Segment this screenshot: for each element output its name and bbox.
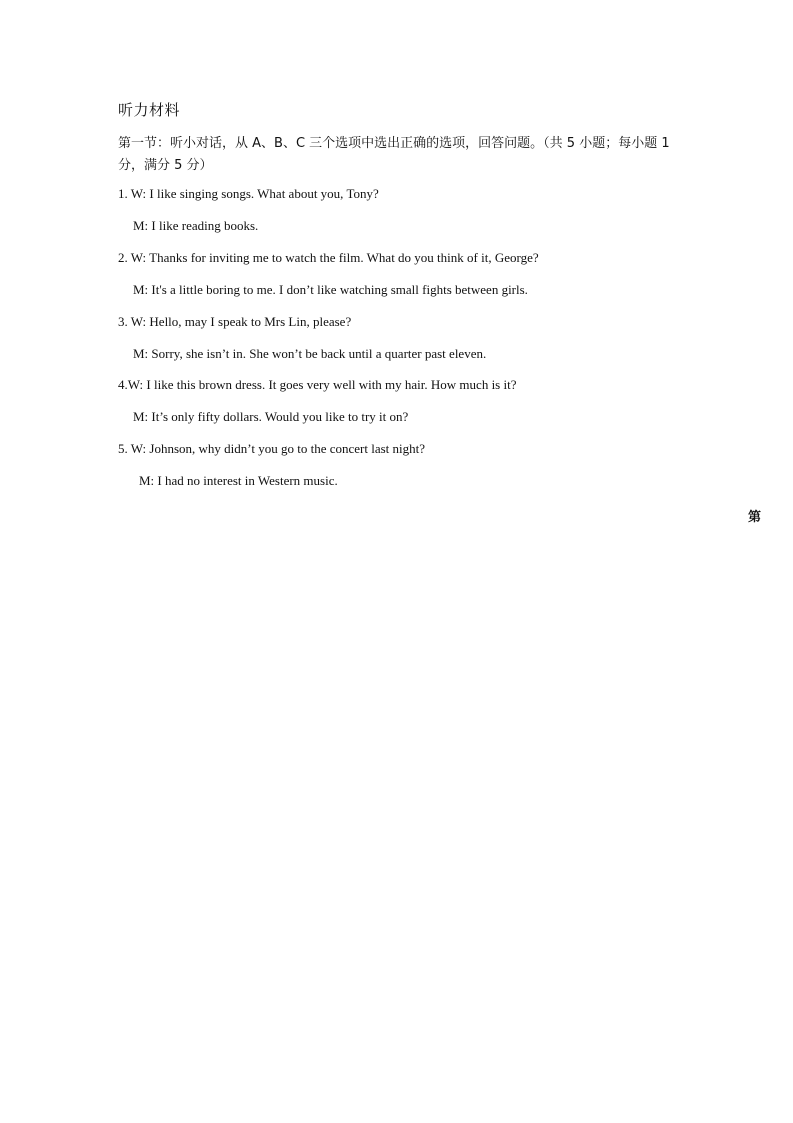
page-title: 听力材料: [118, 101, 181, 119]
dialogue-1-woman: 1. W: I like singing songs. What about you, Tony?: [118, 186, 379, 201]
dialogue-4-woman: 4.W: I like this brown dress. It goes very well with my hair. How much is it?: [118, 377, 517, 392]
dialogue-1-man: M: I like reading books.: [133, 218, 259, 233]
dialogue-2-woman: 2. W: Thanks for inviting me to watch the film. What do you think of it, George?: [118, 250, 539, 265]
dialogue-5-woman: 5. W: Johnson, why didn’t you go to the concert last night?: [118, 441, 426, 456]
dialogue-4-man: M: It’s only fifty dollars. Would you like to try it on?: [133, 409, 409, 424]
dialogue-3-woman: 3. W: Hello, may I speak to Mrs Lin, please?: [118, 314, 352, 329]
dialogue-5-man: M: I had no interest in Western music.: [139, 473, 338, 488]
dialogue-3-man: M: Sorry, she isn’t in. She won’t be back until a quarter past eleven.: [133, 346, 487, 361]
section-instruction: 第一节：听小对话，从 A、B、C 三个选项中选出正确的选项，回答问题。（共 5 小题；每小题 1 分，满分 5 分）: [118, 136, 670, 173]
page-number-mark: 第: [748, 510, 762, 525]
dialogue-2-man: M: It's a little boring to me. I don’t like watching small fights between girls.: [133, 282, 528, 297]
